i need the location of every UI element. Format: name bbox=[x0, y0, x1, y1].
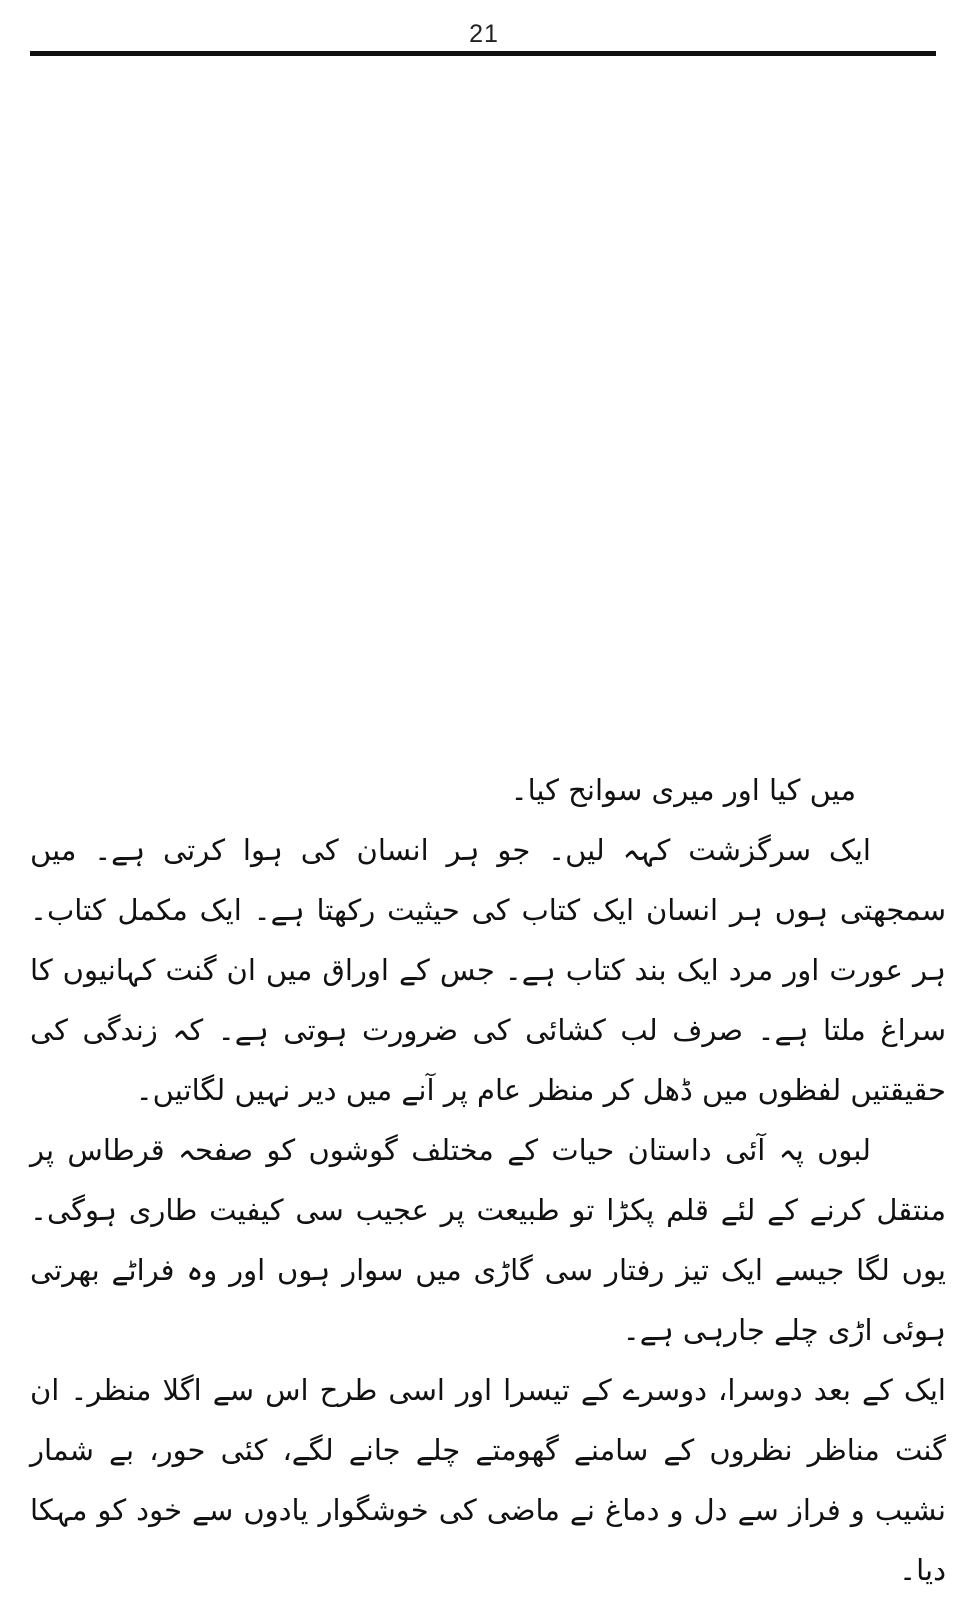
paragraph-2: ایک سرگزشت کہہ لیں۔ جو ہر انسان کی ہوا کرتی ہے۔ میں سمجھتی ہوں ہر انسان ایک کتاب کی حیثیت رکھتا ہے۔ ایک مکمل کتاب۔ ہر عورت اور مرد ایک بند کتاب ہے۔ جس کے اوراق میں ان گنت کہانیوں کا سراغ ملتا ہے۔ صرف لب کشائی کی ضرورت ہوتی ہے۔ کہ زندگی کی حقیقتیں لفظوں میں ڈھل کر منظر عام پر آنے میں دیر نہیں لگاتیں۔ bbox=[30, 833, 946, 1107]
body-text bbox=[30, 760, 946, 1600]
paragraph-3: لبوں پہ آئی داستان حیات کے مختلف گوشوں کو صفحہ قرطاس پر منتقل کرنے کے لئے قلم پکڑا تو طبیعت پر عجیب سی کیفیت طاری ہوگی۔ یوں لگا جیسے ایک تیز رفتار سی گاڑی میں سوار ہوں اور وہ فراٹے بھرتی ہوئی اڑی چلے جارہی ہے۔ bbox=[30, 1133, 946, 1347]
page-number: 21 bbox=[469, 20, 499, 48]
header-rule bbox=[30, 51, 936, 56]
paragraph-1: میں کیا اور میری سوانح کیا۔ bbox=[510, 773, 856, 807]
paragraph-4: ایک کے بعد دوسرا، دوسرے کے تیسرا اور اسی طرح اس سے اگلا منظر۔ ان گنت مناظر نظروں کے سامنے گھومتے چلے جانے لگے، کئی حور، بے شمار نشیب و فراز سے دل و دماغ نے ماضی کی خوشگوار یادوں سے خود کو مہکا دیا۔ bbox=[30, 1373, 946, 1587]
